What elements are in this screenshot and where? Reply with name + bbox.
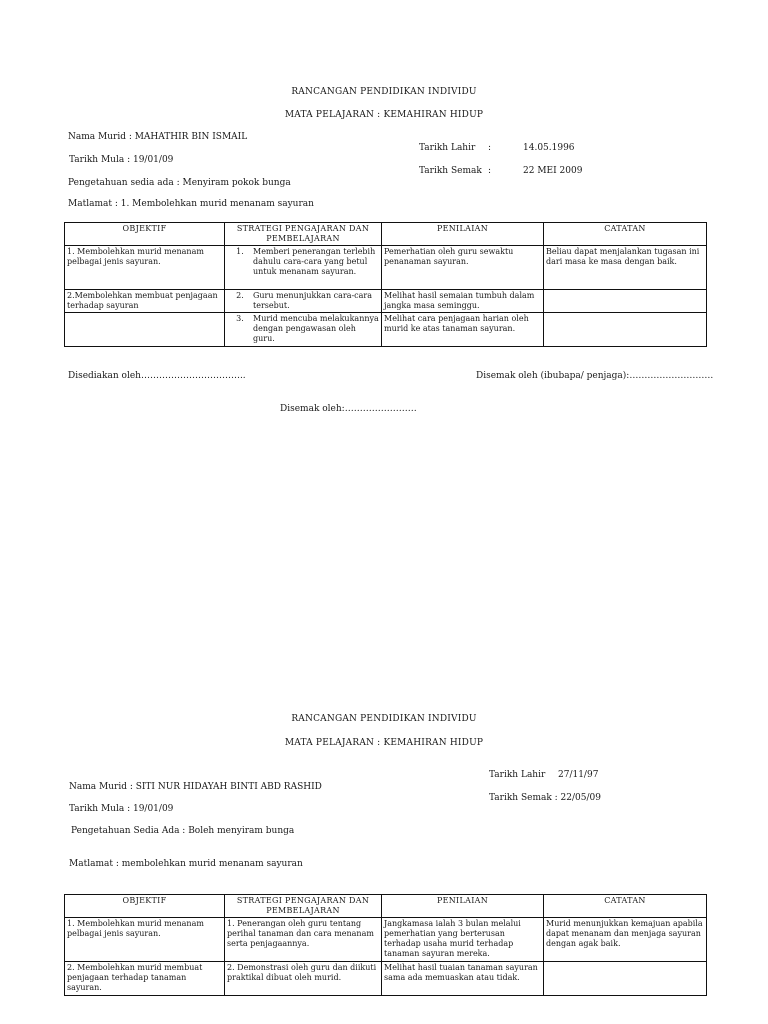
cell-strategi: 1. Penerangan oleh guru tentang perihal tanaman dan cara menanam serta penjagaannya. <box>225 918 382 962</box>
header-catatan: CATATAN <box>544 895 707 918</box>
strategi-text: Guru menunjukkan cara-cara tersebut. <box>253 291 373 310</box>
doc1-tarikh-lahir-colon: : <box>488 143 492 153</box>
cell-objektif: 2. Membolehkan murid membuat penjagaan terhadap tanaman sayuran. <box>65 962 225 996</box>
table-row <box>65 962 707 996</box>
cell-penilaian: Jangkamasa ialah 3 bulan melalui pemerhatian yang berterusan terhadap usaha murid terhadap tanaman sayuran mereka. <box>382 918 544 962</box>
doc1-tarikh-semak-label: Tarikh Semak <box>419 166 482 176</box>
doc1-nama-murid: Nama Murid : MAHATHIR BIN ISMAIL <box>68 132 248 142</box>
header-penilaian: PENILAIAN <box>382 223 544 246</box>
cell-catatan: Beliau dapat menjalankan tugasan ini dari masa ke masa dengan baik. <box>544 246 707 290</box>
cell-strategi: 2. Demonstrasi oleh guru dan diikuti praktikal dibuat oleh murid. <box>225 962 382 996</box>
cell-catatan: Murid menunjukkan kemajuan apabila dapat menanam dan menjaga sayuran dengan agak baik. <box>544 918 707 962</box>
strategi-number: 2. <box>236 291 244 300</box>
doc1-tarikh-semak-colon: : <box>488 166 492 176</box>
cell-penilaian: Melihat hasil tuaian tanaman sayuran sama ada memuaskan atau tidak. <box>382 962 544 996</box>
doc1-disemak-ibubapa: Disemak oleh (ibubapa/ penjaga):………………………. <box>476 371 714 381</box>
cell-penilaian: Melihat cara penjagaan harian oleh murid ke atas tanaman sayuran. <box>382 313 544 347</box>
doc1-tarikh-mula: Tarikh Mula : 19/01/09 <box>69 155 174 165</box>
doc1-tarikh-lahir-value: 14.05.1996 <box>523 143 575 153</box>
doc2-subject: MATA PELAJARAN : KEMAHIRAN HIDUP <box>284 738 484 748</box>
table-row <box>65 246 707 290</box>
table-header-row <box>65 895 707 918</box>
cell-strategi <box>225 290 382 313</box>
cell-objektif: 1. Membolehkan murid menanam pelbagai jenis sayuran. <box>65 246 225 290</box>
doc2-tarikh-semak: Tarikh Semak : 22/05/09 <box>489 793 601 803</box>
doc2-title: RANCANGAN PENDIDIKAN INDIVIDU <box>291 714 477 724</box>
doc1-matlamat: Matlamat : 1. Membolehkan murid menanam sayuran <box>68 199 314 209</box>
cell-catatan <box>544 313 707 347</box>
cell-penilaian: Pemerhatian oleh guru sewaktu penanaman sayuran. <box>382 246 544 290</box>
table-header-row <box>65 223 707 246</box>
cell-objektif <box>65 313 225 347</box>
doc1-disediakan-oleh: Disediakan oleh…………………………….. <box>68 371 246 381</box>
table-row <box>65 313 707 347</box>
cell-objektif: 1. Membolehkan murid menanam pelbagai jenis sayuran. <box>65 918 225 962</box>
doc2-matlamat: Matlamat : membolehkan murid menanam sayuran <box>69 859 303 869</box>
header-objektif: OBJEKTIF <box>65 895 225 918</box>
doc2-tarikh-mula: Tarikh Mula : 19/01/09 <box>69 804 174 814</box>
doc2-tarikh-lahir-value: 27/11/97 <box>558 770 599 780</box>
doc1-title: RANCANGAN PENDIDIKAN INDIVIDU <box>291 87 477 97</box>
doc1-pengetahuan: Pengetahuan sedia ada : Menyiram pokok bunga <box>68 178 291 188</box>
doc2-pengetahuan: Pengetahuan Sedia Ada : Boleh menyiram bunga <box>71 826 295 836</box>
doc1-disemak-oleh: Disemak oleh:…………………… <box>280 404 417 414</box>
strategi-text: Murid mencuba melakukannya dengan pengawasan oleh guru. <box>253 314 379 343</box>
doc1-subject: MATA PELAJARAN : KEMAHIRAN HIDUP <box>284 110 484 120</box>
header-strategi: STRATEGI PENGAJARAN DAN PEMBELAJARAN <box>225 223 382 246</box>
doc2-nama-murid: Nama Murid : SITI NUR HIDAYAH BINTI ABD RASHID <box>69 782 322 792</box>
strategi-number: 3. <box>236 314 244 323</box>
doc1-tarikh-semak-value: 22 MEI 2009 <box>523 166 583 176</box>
doc1-rpi-table <box>64 222 707 347</box>
cell-objektif: 2.Membolehkan membuat penjagaan terhadap sayuran <box>65 290 225 313</box>
header-objektif: OBJEKTIF <box>65 223 225 246</box>
cell-strategi <box>225 313 382 347</box>
cell-strategi <box>225 246 382 290</box>
doc1-tarikh-lahir-label: Tarikh Lahir <box>419 143 476 153</box>
header-penilaian: PENILAIAN <box>382 895 544 918</box>
cell-penilaian: Melihat hasil semaian tumbuh dalam jangka masa seminggu. <box>382 290 544 313</box>
doc2-rpi-table <box>64 894 707 996</box>
strategi-text: Memberi penerangan terlebih dahulu cara-cara yang betul untuk menanam sayuran. <box>253 247 376 276</box>
cell-catatan <box>544 962 707 996</box>
cell-catatan <box>544 290 707 313</box>
header-catatan: CATATAN <box>544 223 707 246</box>
table-row <box>65 918 707 962</box>
doc2-tarikh-lahir-label: Tarikh Lahir <box>489 770 546 780</box>
table-row <box>65 290 707 313</box>
header-strategi: STRATEGI PENGAJARAN DAN PEMBELAJARAN <box>225 895 382 918</box>
strategi-number: 1. <box>236 247 244 256</box>
